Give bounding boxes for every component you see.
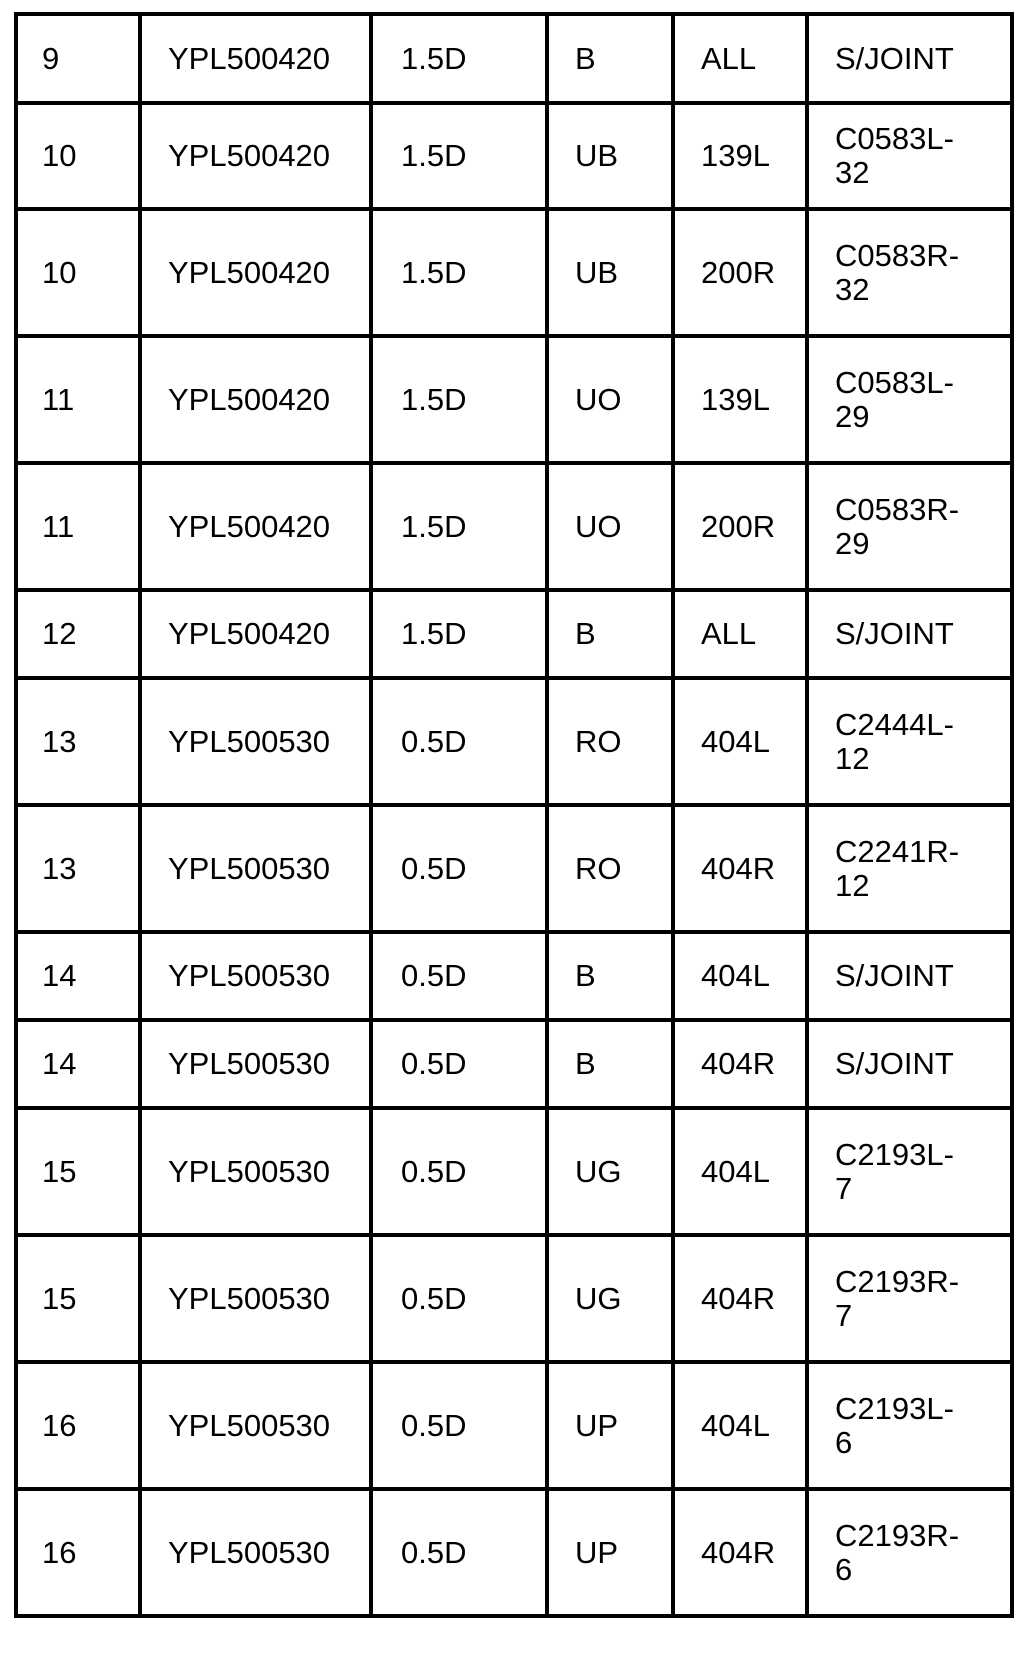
table-cell: 0.5D (371, 1235, 547, 1362)
table-cell: YPL500530 (140, 1235, 371, 1362)
table-cell: 9 (16, 14, 140, 103)
table-cell: C2193R- 7 (807, 1235, 1012, 1362)
table-cell: 404R (673, 1489, 807, 1616)
table-cell: YPL500420 (140, 103, 371, 209)
table-cell: C2193R- 6 (807, 1489, 1012, 1616)
table-row (16, 1020, 1012, 1108)
table-cell: S/JOINT (807, 1020, 1012, 1108)
table-row (16, 1108, 1012, 1235)
table-cell: UB (547, 209, 673, 336)
table-cell: C0583R- 32 (807, 209, 1012, 336)
table-cell: 13 (16, 678, 140, 805)
table-cell: 11 (16, 336, 140, 463)
table-cell: 404L (673, 678, 807, 805)
table-cell: 1.5D (371, 463, 547, 590)
table-cell: 139L (673, 336, 807, 463)
table-cell: UG (547, 1108, 673, 1235)
table-cell: S/JOINT (807, 590, 1012, 678)
table-cell: 404L (673, 1362, 807, 1489)
table-cell: UB (547, 103, 673, 209)
table-row (16, 1362, 1012, 1489)
table-cell: 14 (16, 932, 140, 1020)
table-cell: UP (547, 1362, 673, 1489)
table-cell: YPL500530 (140, 1108, 371, 1235)
table-cell: YPL500530 (140, 932, 371, 1020)
table-cell: 1.5D (371, 590, 547, 678)
table-body (16, 14, 1012, 1616)
table-cell: 0.5D (371, 1108, 547, 1235)
table-row (16, 1489, 1012, 1616)
table-cell: B (547, 1020, 673, 1108)
table-cell: RO (547, 678, 673, 805)
table-row (16, 14, 1012, 103)
table-row (16, 103, 1012, 209)
table-cell: YPL500420 (140, 209, 371, 336)
table-cell: 1.5D (371, 103, 547, 209)
table-cell: ALL (673, 590, 807, 678)
table-cell: C2444L- 12 (807, 678, 1012, 805)
table-cell: 200R (673, 209, 807, 336)
table-cell: B (547, 932, 673, 1020)
table-row (16, 805, 1012, 932)
table-row (16, 336, 1012, 463)
table-cell: ALL (673, 14, 807, 103)
table-cell: 404L (673, 932, 807, 1020)
table-cell: 11 (16, 463, 140, 590)
table-cell: 1.5D (371, 14, 547, 103)
table-cell: C2241R- 12 (807, 805, 1012, 932)
table-cell: 12 (16, 590, 140, 678)
table-cell: 14 (16, 1020, 140, 1108)
table-cell: YPL500420 (140, 336, 371, 463)
table-cell: 13 (16, 805, 140, 932)
table-cell: 404L (673, 1108, 807, 1235)
table-cell: B (547, 14, 673, 103)
table-cell: 0.5D (371, 678, 547, 805)
table-cell: 0.5D (371, 805, 547, 932)
table-cell: 0.5D (371, 1489, 547, 1616)
table-cell: YPL500420 (140, 463, 371, 590)
table-row (16, 678, 1012, 805)
table-cell: 0.5D (371, 1362, 547, 1489)
table-cell: 200R (673, 463, 807, 590)
table-cell: UG (547, 1235, 673, 1362)
table-cell: 15 (16, 1235, 140, 1362)
table-cell: 404R (673, 1235, 807, 1362)
table-cell: 10 (16, 103, 140, 209)
table-row (16, 1235, 1012, 1362)
table-cell: 404R (673, 805, 807, 932)
table-cell: C2193L- 6 (807, 1362, 1012, 1489)
table-cell: UO (547, 336, 673, 463)
table-row (16, 463, 1012, 590)
table-cell: S/JOINT (807, 932, 1012, 1020)
table-cell: YPL500420 (140, 590, 371, 678)
table-cell: S/JOINT (807, 14, 1012, 103)
table-cell: YPL500420 (140, 14, 371, 103)
table-cell: UP (547, 1489, 673, 1616)
table-row (16, 590, 1012, 678)
table-cell: 16 (16, 1489, 140, 1616)
table-cell: 0.5D (371, 1020, 547, 1108)
table-cell: C0583L- 32 (807, 103, 1012, 209)
table-cell: RO (547, 805, 673, 932)
table-cell: YPL500530 (140, 1020, 371, 1108)
table-cell: 15 (16, 1108, 140, 1235)
table-cell: 0.5D (371, 932, 547, 1020)
table-row (16, 932, 1012, 1020)
table-cell: YPL500530 (140, 678, 371, 805)
table-cell: 1.5D (371, 336, 547, 463)
table-cell: C0583R- 29 (807, 463, 1012, 590)
table-cell: YPL500530 (140, 1362, 371, 1489)
table-cell: UO (547, 463, 673, 590)
table-cell: 404R (673, 1020, 807, 1108)
table-cell: C2193L- 7 (807, 1108, 1012, 1235)
table-cell: 16 (16, 1362, 140, 1489)
table-cell: 10 (16, 209, 140, 336)
table-cell: 1.5D (371, 209, 547, 336)
data-table (14, 12, 1014, 1618)
table-cell: B (547, 590, 673, 678)
table-row (16, 209, 1012, 336)
table-cell: YPL500530 (140, 805, 371, 932)
table-cell: C0583L- 29 (807, 336, 1012, 463)
table-cell: YPL500530 (140, 1489, 371, 1616)
table-cell: 139L (673, 103, 807, 209)
